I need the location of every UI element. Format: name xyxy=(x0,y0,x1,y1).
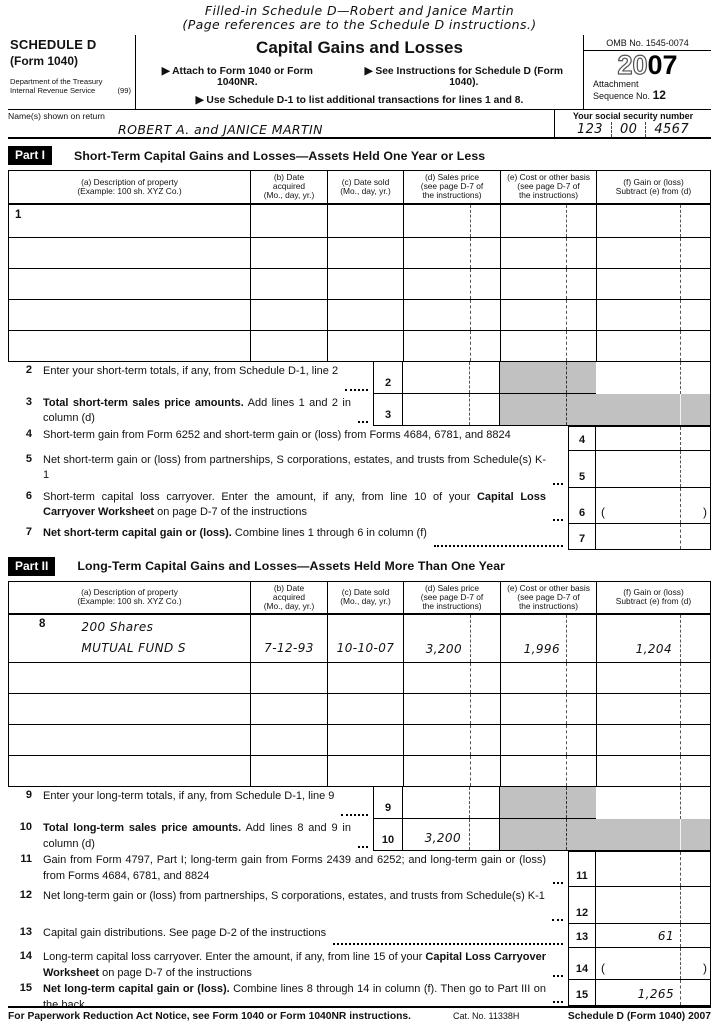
ssn-label: Your social security number xyxy=(572,111,694,121)
sequence-number: 12 xyxy=(652,88,666,102)
line3-col-f-shaded xyxy=(596,394,711,426)
part2-empty-row xyxy=(9,693,710,724)
paperwork-notice: For Paperwork Reduction Act Notice, see Form 1040 or Form 1040NR instructions. xyxy=(8,1011,412,1022)
line6-box-number: 6 xyxy=(568,488,596,524)
line10-col-e-shaded xyxy=(500,819,596,851)
col-date-acquired-header: (b) Date acquired (Mo., day, yr.) xyxy=(250,582,327,614)
part2-line9: 9 Enter your long-term totals, if any, from Schedule D-1, line 9 9 xyxy=(8,787,711,819)
attach-instruction-1: ▶ Attach to Form 1040 or Form 1040NR. xyxy=(161,66,313,88)
line-number: 13 xyxy=(19,926,32,939)
entry8-gain: 1,204 xyxy=(596,615,710,662)
line9-col-e-shaded xyxy=(500,787,596,819)
line15-amount xyxy=(596,980,711,1006)
dot-leader xyxy=(333,943,563,945)
entry8-cost-basis: 1,996 xyxy=(500,615,596,662)
catalog-number: Cat. No. 11338H xyxy=(453,1011,520,1022)
part1-line2: 2 Enter your short-term totals, if any, from Schedule D-1, line 2 2 xyxy=(8,362,711,394)
part2-line13: 13 Capital gain distributions. See page D-2 of the instructions 13 61 xyxy=(8,924,711,948)
line14-amount: ( ) xyxy=(596,948,711,980)
attach-instructions xyxy=(140,65,579,88)
line3-col-d xyxy=(403,394,500,426)
part2-line12: 12 Net long-term gain or (loss) from partnerships, S corporations, estates, and trusts from Schedule(s) K-1 12 xyxy=(8,887,711,924)
col-cost-basis-header: (e) Cost or other basis (see page D-7 of the instructions) xyxy=(500,582,596,614)
line-number: 5 xyxy=(25,452,32,465)
col-description-header: (a) Description of property (Example: 100 sh. XYZ Co.) xyxy=(77,587,182,607)
dot-leader xyxy=(358,846,368,848)
part2-empty-row xyxy=(9,662,710,693)
part2-table-header xyxy=(9,582,710,615)
entry8-date-acquired: 7-12-93 xyxy=(250,615,327,662)
form-header xyxy=(8,35,711,110)
line9-box-number: 9 xyxy=(373,787,403,819)
line1-number: 1 xyxy=(15,208,22,221)
omb-box xyxy=(583,35,711,109)
part1-row-1 xyxy=(9,204,710,237)
part2-lines-11-15 xyxy=(8,851,711,1011)
line13-value: 61 xyxy=(657,929,674,944)
line15-box-number: 15 xyxy=(568,980,596,1006)
col-sales-price-header: (d) Sales price (see page D-7 of the instructions) xyxy=(403,171,500,203)
part1-empty-row xyxy=(9,330,710,361)
dot-leader xyxy=(553,882,563,884)
part2-summary-block xyxy=(8,787,711,851)
line2-col-e-shaded xyxy=(500,362,596,394)
line13-box-number: 13 xyxy=(568,924,596,948)
part2-empty-row xyxy=(9,755,710,786)
line-number: 6 xyxy=(25,489,32,502)
col-description-header: (a) Description of property (Example: 100 sh. XYZ Co.) xyxy=(77,176,182,196)
schedule-label: SCHEDULE D xyxy=(10,37,97,52)
sequence-label: Sequence No. xyxy=(593,91,651,101)
col-date-sold-header: (c) Date sold (Mo., day, yr.) xyxy=(327,582,403,614)
line15-value: 1,265 xyxy=(637,987,674,1002)
part1-table-header xyxy=(9,171,710,204)
dot-leader xyxy=(345,389,368,391)
dot-leader xyxy=(434,545,563,547)
line7-amount xyxy=(596,524,711,550)
form-number: (Form 1040) xyxy=(10,54,79,68)
ssn-part-2: 00 xyxy=(619,122,638,137)
part2-empty-row xyxy=(9,724,710,755)
line2-box-number: 2 xyxy=(373,362,403,394)
attachment-label: Attachment xyxy=(593,79,639,89)
col-date-acquired-header: (b) Date acquired (Mo., day, yr.) xyxy=(250,171,327,203)
form-header-left xyxy=(8,35,135,109)
line-number: 9 xyxy=(25,789,32,802)
line3-box-number: 3 xyxy=(373,394,403,426)
part1-label: Part I xyxy=(8,146,52,165)
dept-code: (99) xyxy=(117,86,131,95)
dot-leader xyxy=(553,975,563,977)
tax-year-suffix: 07 xyxy=(647,50,678,80)
col-gain-loss-header: (f) Gain or (loss) Subtract (e) from (d) xyxy=(596,171,710,203)
line14-box-number: 14 xyxy=(568,948,596,980)
line-number: 3 xyxy=(25,395,32,408)
part1-empty-row xyxy=(9,237,710,268)
part1-line5: 5 Net short-term gain or (loss) from partnerships, S corporations, estates, and trusts from Schedule(s) K-1 5 xyxy=(8,451,711,488)
line-number: 11 xyxy=(20,853,32,866)
line11-box-number: 11 xyxy=(568,851,596,887)
part1-summary-block xyxy=(8,362,711,426)
line-number: 10 xyxy=(19,821,32,834)
line-number: 4 xyxy=(25,427,32,440)
dept-line1: Department of the Treasury xyxy=(10,77,103,86)
part1-line6: 6 Short-term capital loss carryover. Enter the amount, if any, from line 10 of your Capital Loss Carryover Worksheet on page D-7 of the instructions 6 ( ) xyxy=(8,488,711,524)
line2-col-f xyxy=(596,362,711,394)
part2-line11: 11 Gain from Form 4797, Part I; long-term gain from Forms 2439 and 6252; and long-term gain or (loss) from Forms 4684, 6781, and 8824 11 xyxy=(8,851,711,887)
form-footer xyxy=(8,1006,711,1022)
line9-col-f xyxy=(596,787,711,819)
part1-line4: 4 Short-term gain from Form 6252 and short-term gain or (loss) from Forms 4684, 6781, and 8824 4 xyxy=(8,426,711,451)
part2-label: Part II xyxy=(8,557,55,576)
ssn-box xyxy=(554,110,711,137)
line2-col-d xyxy=(403,362,500,394)
part1-title: Short-Term Capital Gains and Losses—Assets Held One Year or Less xyxy=(74,148,486,163)
col-date-sold-header: (c) Date sold (Mo., day, yr.) xyxy=(327,171,403,203)
cents-divider xyxy=(566,205,567,237)
line12-amount xyxy=(596,887,711,924)
part2-table xyxy=(8,581,711,788)
dot-leader xyxy=(553,483,563,485)
part2-row-8 xyxy=(9,614,710,662)
form-id: Schedule D (Form 1040) 2007 xyxy=(567,1011,711,1022)
line6-amount: ( ) xyxy=(596,488,711,524)
attach-instruction-3: ▶ Use Schedule D-1 to list additional transactions for lines 1 and 8. xyxy=(195,95,524,106)
line10-value: 3,200 xyxy=(424,831,461,846)
part1-line7: 7 Net short-term capital gain or (loss). Combine lines 1 through 6 in column (f) 7 xyxy=(8,524,711,550)
col-cost-basis-header: (e) Cost or other basis (see page D-7 of the instructions) xyxy=(500,171,596,203)
part2-line14: 14 Long-term capital loss carryover. Enter the amount, if any, from line 15 of your Capital Loss Carryover Worksheet on page D-7 of the instructions 14 ( ) xyxy=(8,948,711,980)
line7-box-number: 7 xyxy=(568,524,596,550)
line8-number: 8 xyxy=(39,618,46,631)
line12-box-number: 12 xyxy=(568,887,596,924)
part1-empty-row xyxy=(9,299,710,330)
entry8-description: 200 Shares MUTUAL FUND S xyxy=(81,620,186,656)
entry8-sales-price: 3,200 xyxy=(403,615,500,662)
part1-lines-4-7 xyxy=(8,426,711,550)
name-label: Name(s) shown on return xyxy=(8,111,105,121)
line10-box-number: 10 xyxy=(373,819,403,851)
cents-divider xyxy=(680,205,681,237)
omb-number: OMB No. 1545-0074 xyxy=(584,35,711,51)
name-row xyxy=(8,110,711,139)
part2-header xyxy=(8,557,711,576)
part2-line10: 10 Total long-term sales price amounts. Add lines 8 and 9 in column (d) 10 3,200 xyxy=(8,819,711,851)
dot-leader xyxy=(341,814,368,816)
tax-year xyxy=(584,51,711,79)
line10-col-d xyxy=(403,819,500,851)
ssn-part-1: 123 xyxy=(576,122,603,137)
line11-amount xyxy=(596,851,711,887)
line4-box-number: 4 xyxy=(568,426,596,451)
taxpayer-name-value: ROBERT A. and JANICE MARTIN xyxy=(118,122,323,137)
col-gain-loss-header: (f) Gain or (loss) Subtract (e) from (d) xyxy=(596,582,710,614)
dot-leader xyxy=(552,919,563,921)
part1-table xyxy=(8,170,711,362)
ssn-value xyxy=(555,122,711,137)
line9-col-d xyxy=(403,787,500,819)
name-field xyxy=(8,110,554,137)
line-number: 15 xyxy=(19,982,32,995)
entry8-date-sold: 10-10-07 xyxy=(327,615,403,662)
dept-line2: Internal Revenue Service xyxy=(10,86,96,95)
line-number: 2 xyxy=(25,363,32,376)
dot-leader xyxy=(358,421,368,423)
line10-col-f-shaded xyxy=(596,819,711,851)
agency-block xyxy=(10,77,135,95)
part1-empty-row xyxy=(9,268,710,299)
part1-line3: 3 Total short-term sales price amounts. Add lines 1 and 2 in column (d) 3 xyxy=(8,394,711,426)
form-header-center xyxy=(135,35,583,109)
line-number: 7 xyxy=(25,525,32,538)
tax-year-prefix: 20 xyxy=(617,50,648,80)
annotation xyxy=(8,4,711,32)
annotation-line2: (Page references are to the Schedule D instructions.) xyxy=(182,17,537,32)
dot-leader xyxy=(553,519,563,521)
attach-instruction-2: ▶ See Instructions for Schedule D (Form 1040). xyxy=(364,66,564,88)
form-title: Capital Gains and Losses xyxy=(256,38,463,57)
col-sales-price-header: (d) Sales price (see page D-7 of the instructions) xyxy=(403,582,500,614)
line4-amount xyxy=(596,426,711,451)
part2-title: Long-Term Capital Gains and Losses—Assets Held More Than One Year xyxy=(77,559,506,574)
attachment-sequence xyxy=(584,79,711,104)
line3-col-e-shaded xyxy=(500,394,596,426)
line5-box-number: 5 xyxy=(568,451,596,488)
ssn-part-3: 4567 xyxy=(654,122,690,137)
cents-divider xyxy=(470,205,471,237)
dot-leader xyxy=(553,1001,563,1003)
annotation-line1: Filled-in Schedule D—Robert and Janice Martin xyxy=(204,3,515,18)
part1-header xyxy=(8,146,711,165)
line5-amount xyxy=(596,451,711,488)
part2-line15: 15 Net long-term capital gain or (loss). Combine lines 8 through 14 in column (f). Then go to Part III on the back 15 1,265 xyxy=(8,980,711,1006)
line-number: 12 xyxy=(19,889,32,902)
line-number: 14 xyxy=(19,950,32,963)
line13-amount xyxy=(596,924,711,948)
